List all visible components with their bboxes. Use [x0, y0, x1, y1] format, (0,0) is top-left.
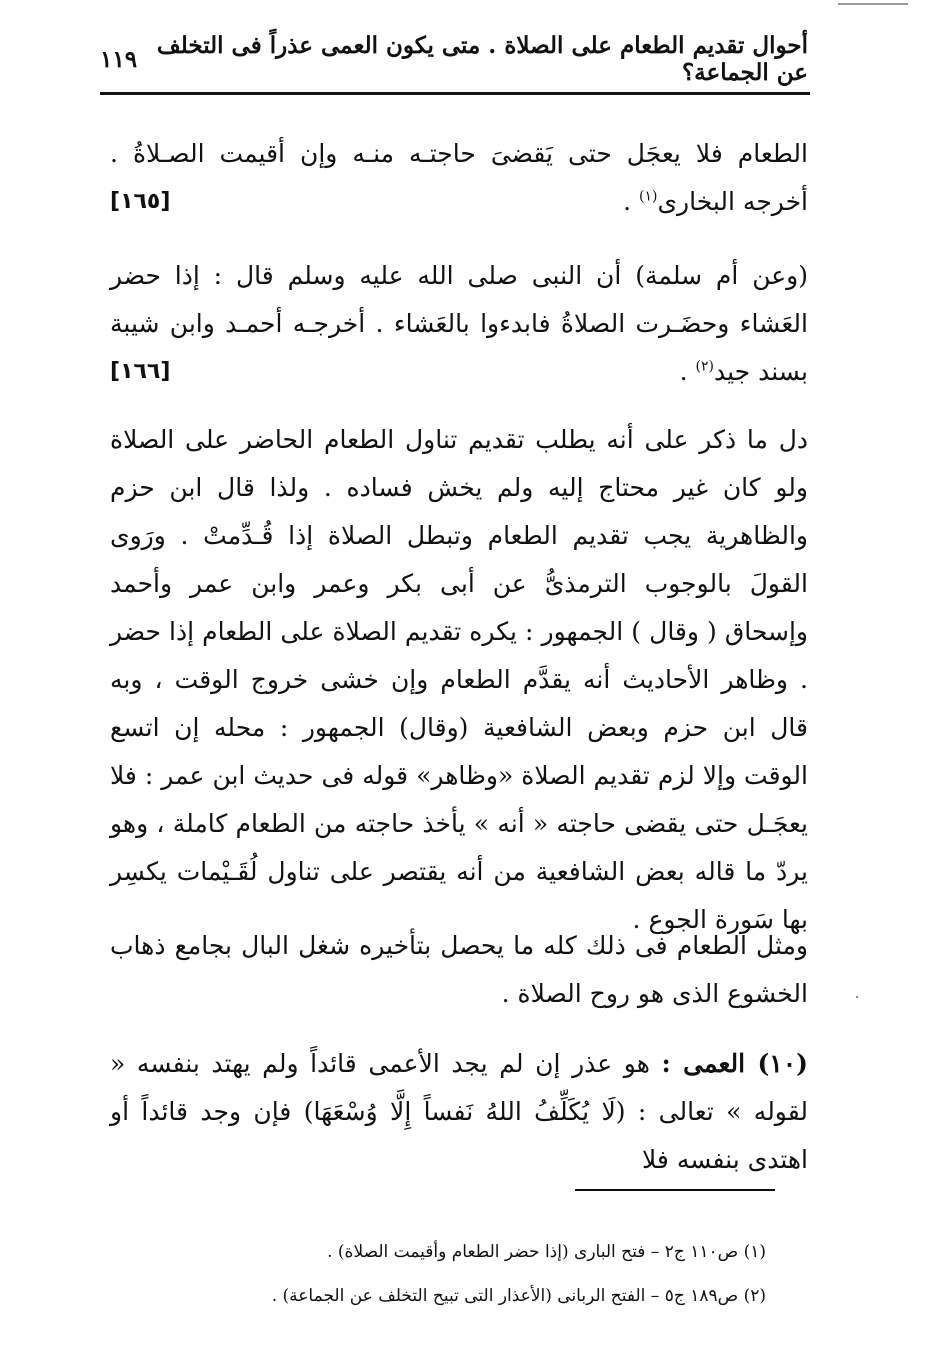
- hadith-number: [١٦٥]: [110, 189, 171, 214]
- paragraph-text: (وعن أم سلمة) أن النبى صلى الله عليه وسلم قال : إذا حضر العَشاء وحضَـرت الصلاةُ فابدءوا بالعَشاء . أخرجـه أحمـد وابن شيبة بسند جيد: [110, 261, 808, 386]
- section-heading: (١٠) العمى :: [661, 1049, 808, 1078]
- paragraph-text: ومثل الطعام فى ذلك كله ما يحصل بتأخيره شغل البال بجامع ذهاب الخشوع الذى هو روح الصلاة .: [110, 931, 808, 1008]
- paragraph-tail: .: [623, 187, 640, 216]
- paragraph-tail: .: [679, 357, 696, 386]
- hadith-number: [١٦٦]: [110, 359, 171, 384]
- scan-speck: [856, 996, 858, 998]
- footnotes: [200, 1230, 766, 1318]
- footnote-marker: (١): [639, 188, 658, 205]
- paragraph-analogy: [110, 922, 808, 1018]
- header-rule: [100, 92, 810, 95]
- footnote-rule: [575, 1189, 775, 1191]
- footnote-marker: (٢): [695, 358, 714, 375]
- paragraph-text: دل ما ذكر على أنه يطلب تقديم تناول الطعام الحاضر على الصلاة ولو كان غير محتاج إليه ولم يخش فساده . ولذا قال ابن حزم والظاهرية يجب تقديم الطعام وتبطل الصلاة إذا قُـدِّمتْ . ورَوى القولَ بالوجوب الترمذىُّ عن أبى بكر وعمر وابن عمر وأحمد وإسحاق ( وقال ) الجمهور : يكره تقديم الصلاة على الطعام إذا حضر . وظاهر الأحاديث أنه يقدَّم الطعام وإن خشى خروج الوقت ، وبه قال ابن حزم وبعض الشافعية (وقال) الجمهور : محله إن اتسع الوقت وإلا لزم تقديم الصلاة «وظاهر» قوله فى حديث ابن عمر : فلا يعجَـل حتى يقضى حاجته « أنه » يأخذ حاجته من الطعام كاملة ، وهو يردّ ما قاله بعض الشافعية من أنه يقتصر على تناول لُقَـيْمات يكسِر بها سَورة الجوع .: [110, 425, 808, 934]
- header-title: أحوال تقديم الطعام على الصلاة . متى يكون العمى عذراً فى التخلف عن الجماعة؟: [156, 32, 808, 86]
- scan-edge-mark: [838, 3, 908, 5]
- footnote-1: (١) ص١١٠ ج٢ – فتح البارى (إذا حضر الطعام وأقيمت الصلاة) .: [327, 1242, 766, 1262]
- paragraph-blindness: [110, 1040, 808, 1184]
- paragraph-text: الطعام فلا يعجَل حتى يَقضىَ حاجتـه منـه وإن أقيمت الصـلاةُ . أخرجه البخارى: [110, 139, 808, 216]
- paragraph-hadith-166: [110, 252, 808, 396]
- paragraph-text: هو عذر إن لم يجد الأعمى قائداً ولم يهتد بنفسه « لقوله » تعالى : (لَا يُكَلِّفُ اللهُ نَفساً إِلَّا وُسْعَهَا) فإن وجد قائداً أو اهتدى بنفسه فلا: [110, 1049, 808, 1174]
- page-number: ١١٩: [100, 45, 138, 73]
- paragraph-hadith-165: [110, 130, 808, 226]
- footnote-2: (٢) ص١٨٩ ج٥ – الفتح الربانى (الأعذار التى تبيح التخلف عن الجماعة) .: [271, 1286, 766, 1306]
- running-header: [100, 32, 808, 86]
- paragraph-commentary: [110, 416, 808, 944]
